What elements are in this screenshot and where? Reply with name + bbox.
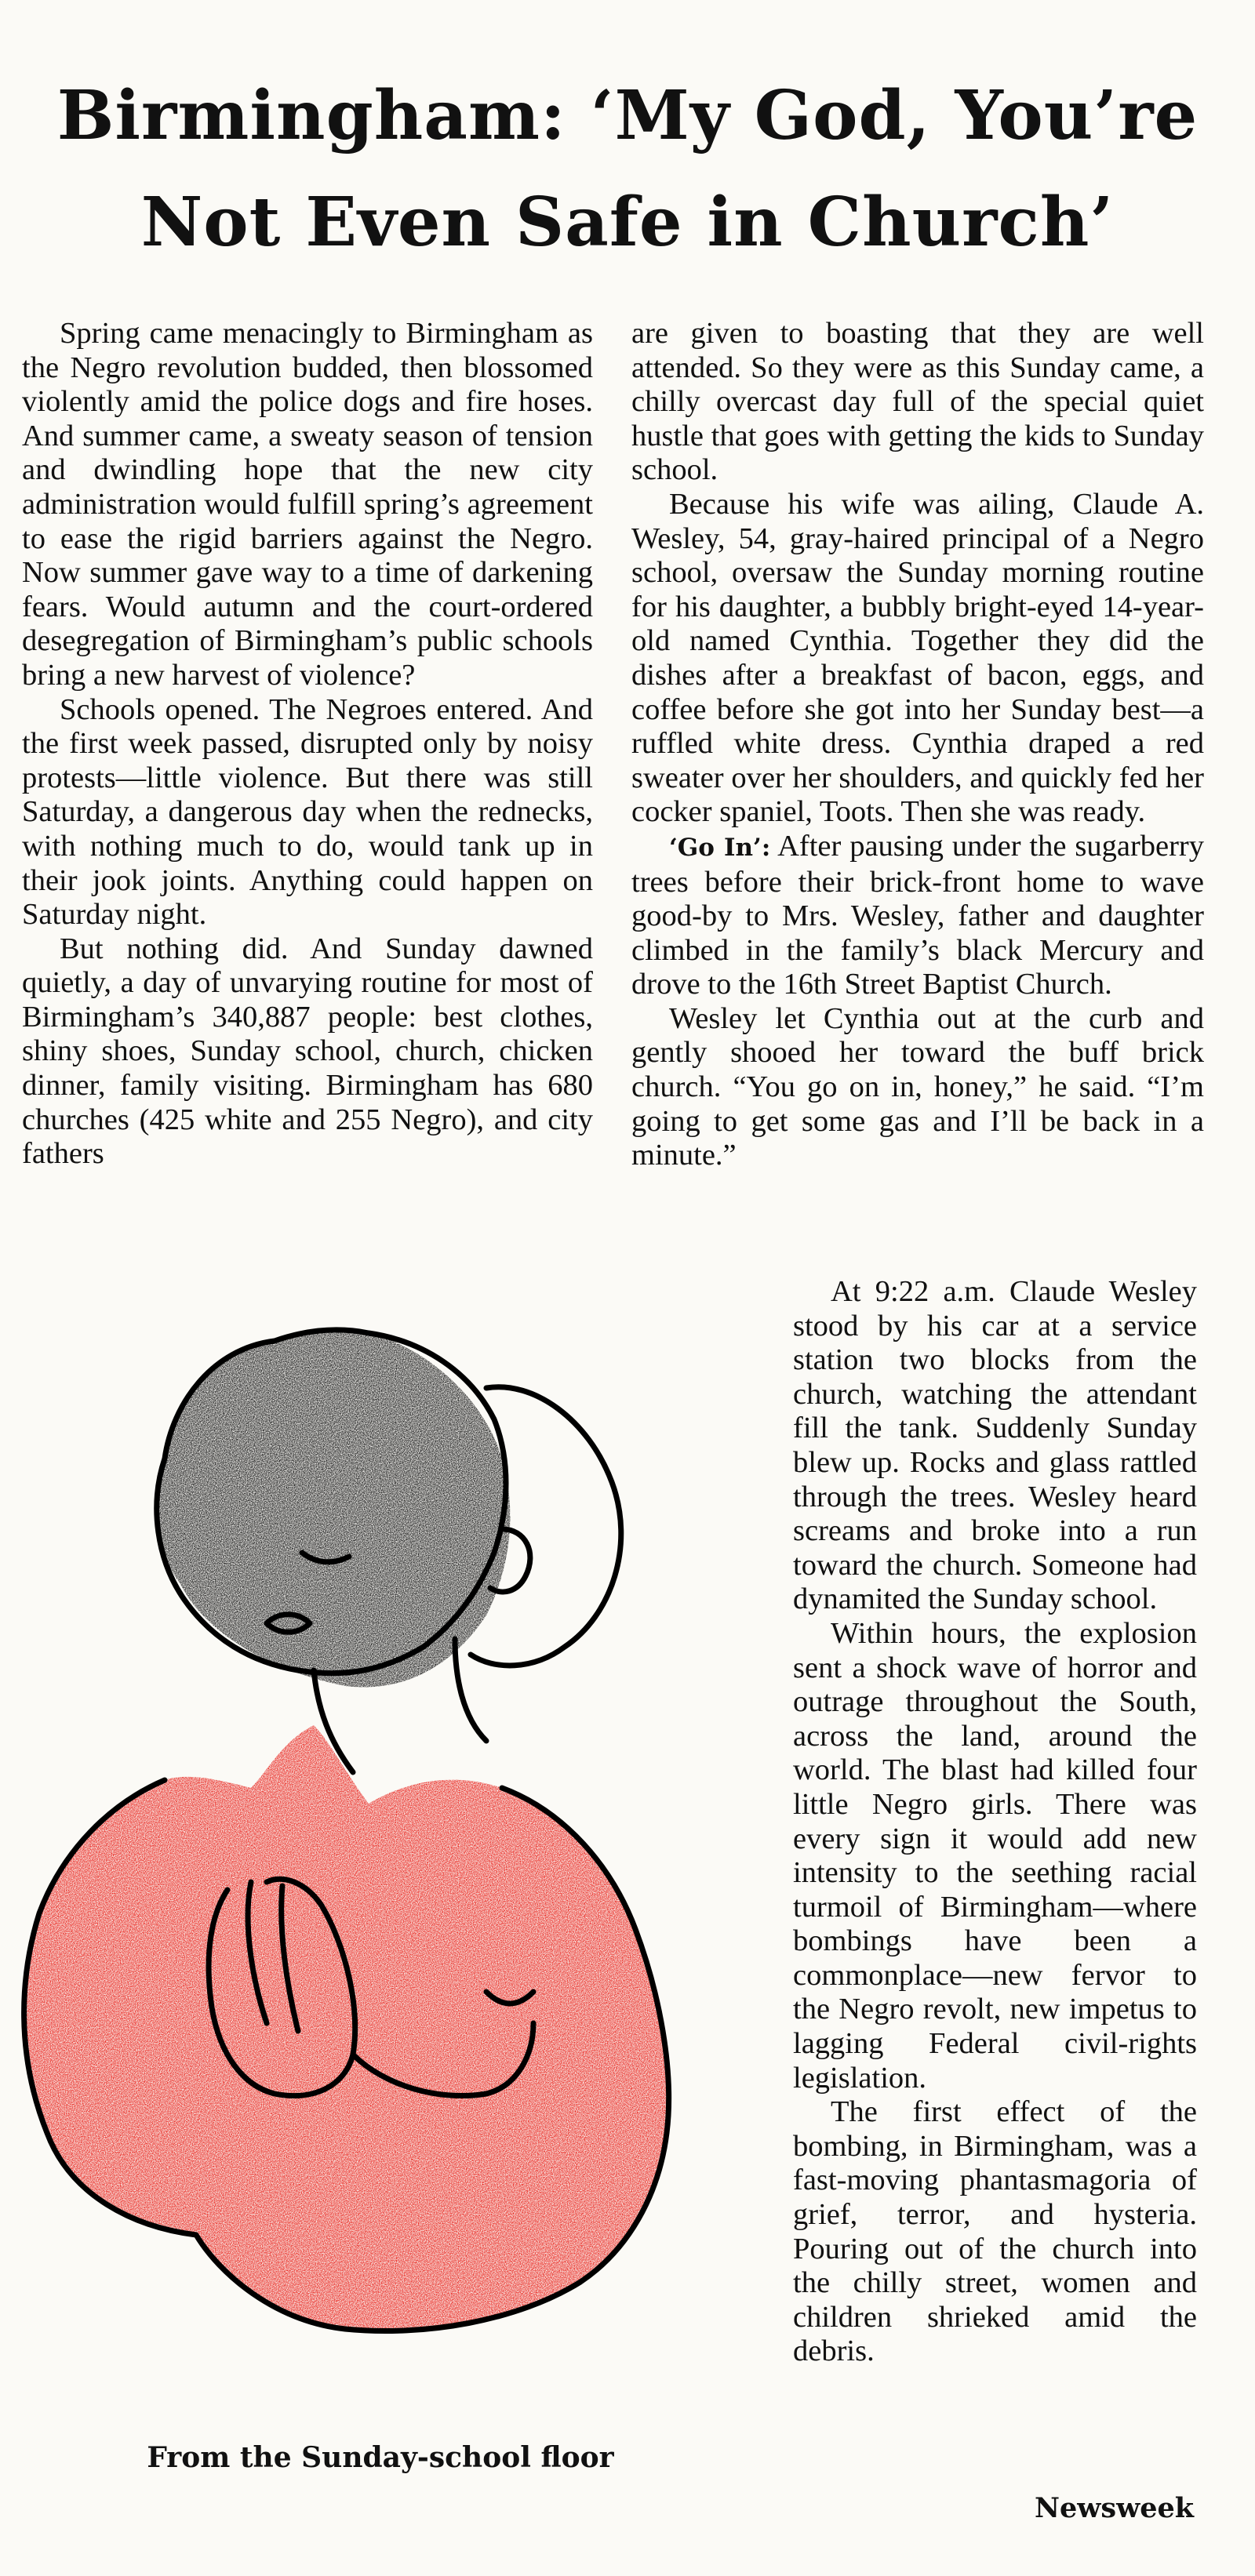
subhead-runin: ‘Go In’: xyxy=(669,833,771,862)
paragraph: At 9:22 a.m. Claude Wesley stood by his car at a service station two blocks from the church, watching the attendant fill the tank. Suddenly Sunday blew up. Rocks and glass rattled through the trees. Wesley heard screams and broke into a run toward the church. Someone had dynamited the Sunday school. xyxy=(793,1275,1197,1616)
red-sweater xyxy=(24,1725,669,2331)
headline xyxy=(0,63,1255,276)
paragraph: Spring came menacingly to Birmingham as the Negro revolution budded, then blossomed violently amid the police dogs and fire hoses. And summer came, a sweaty season of tension and dwindling hope that the new city administration would fulfill spring’s agreement to ease the rigid barriers against the Negro. Now summer gave way to a time of darkening fears. Would autumn and the court-ordered desegregation of Birmingham’s public schools bring a new harvest of violence? xyxy=(22,317,593,692)
illustration-caption: From the Sunday-school floor xyxy=(147,2441,614,2474)
headline-line-1: Birmingham: ‘My God, You’re xyxy=(56,76,1199,155)
paragraph: are given to boasting that they are well attended. So they were as this Sunday came, a chilly overcast day full of the special quiet hustle that goes with getting the kids to Sunday school. xyxy=(631,317,1204,487)
paragraph: Because his wife was ailing, Claude A. Wesley, 54, gray-haired principal of a Negro school, oversaw the Sunday morning routine for his daughter, a bubbly bright-eyed 14-year-old named Cynthia. Together they did the dishes after a breakfast of bacon, eggs, and coffee before she got into her Sunday best—a ruffled white dress. Cynthia draped a red sweater over her shoulders, and quickly fed her cocker spaniel, Toots. Then she was ready. xyxy=(631,487,1204,829)
source-credit: Newsweek xyxy=(1034,2492,1194,2524)
paragraph: Wesley let Cynthia out at the curb and gently shooed her toward the buff brick church. “You go on in, honey,” he said. “I’m going to get some gas and I’ll be back in a minute.” xyxy=(631,1001,1204,1172)
paragraph: Schools opened. The Negroes entered. And the first week passed, disrupted only by noisy protests—little violence. But there was still Saturday, a dangerous day when the rednecks, with nothing much to do, would tank up in their jook joints. Anything could happen on Saturday night. xyxy=(22,692,593,932)
praying-girl-drawing xyxy=(16,1302,792,2447)
paragraph: But nothing did. And Sunday dawned quietly, a day of unvarying routine for most of Birmingham’s 340,887 people: best clothes, shiny shoes, Sunday school, church, chicken dinner, family visiting. Birmingham has 680 churches (425 white and 255 Negro), and city fathers xyxy=(22,932,593,1171)
dark-hair xyxy=(157,1329,511,1688)
paragraph: Within hours, the explosion sent a shock wave of horror and outrage throughout the South, across the land, around the world. The blast had killed four little Negro girls. There was every sign it would add new intensity to the seething racial turmoil of Birmingham—where bombings have been a commonplace—new fervor to the Negro revolt, new impetus to lagging Federal civil-rights legislation. xyxy=(793,1616,1197,2095)
article-column-2 xyxy=(631,317,1204,1173)
child-drawing-illustration xyxy=(16,1302,792,2447)
paragraph-text: After pausing under the sugarberry trees before their brick-front home to wave good-by to Mrs. Wesley, father and daughter climbed in the family’s black Mercury and drove to the 16th Street Baptist Church. xyxy=(631,829,1204,1001)
headline-line-2: Not Even Safe in Church’ xyxy=(140,183,1115,262)
article-column-1 xyxy=(22,317,593,1172)
article-column-3 xyxy=(793,1275,1197,2369)
paragraph: The first effect of the bombing, in Birmingham, was a fast-moving phantasmagoria of grief, terror, and hysteria. Pouring out of the church into the chilly street, women and children shrieked amid the debris. xyxy=(793,2095,1197,2368)
paragraph xyxy=(631,830,1204,1002)
